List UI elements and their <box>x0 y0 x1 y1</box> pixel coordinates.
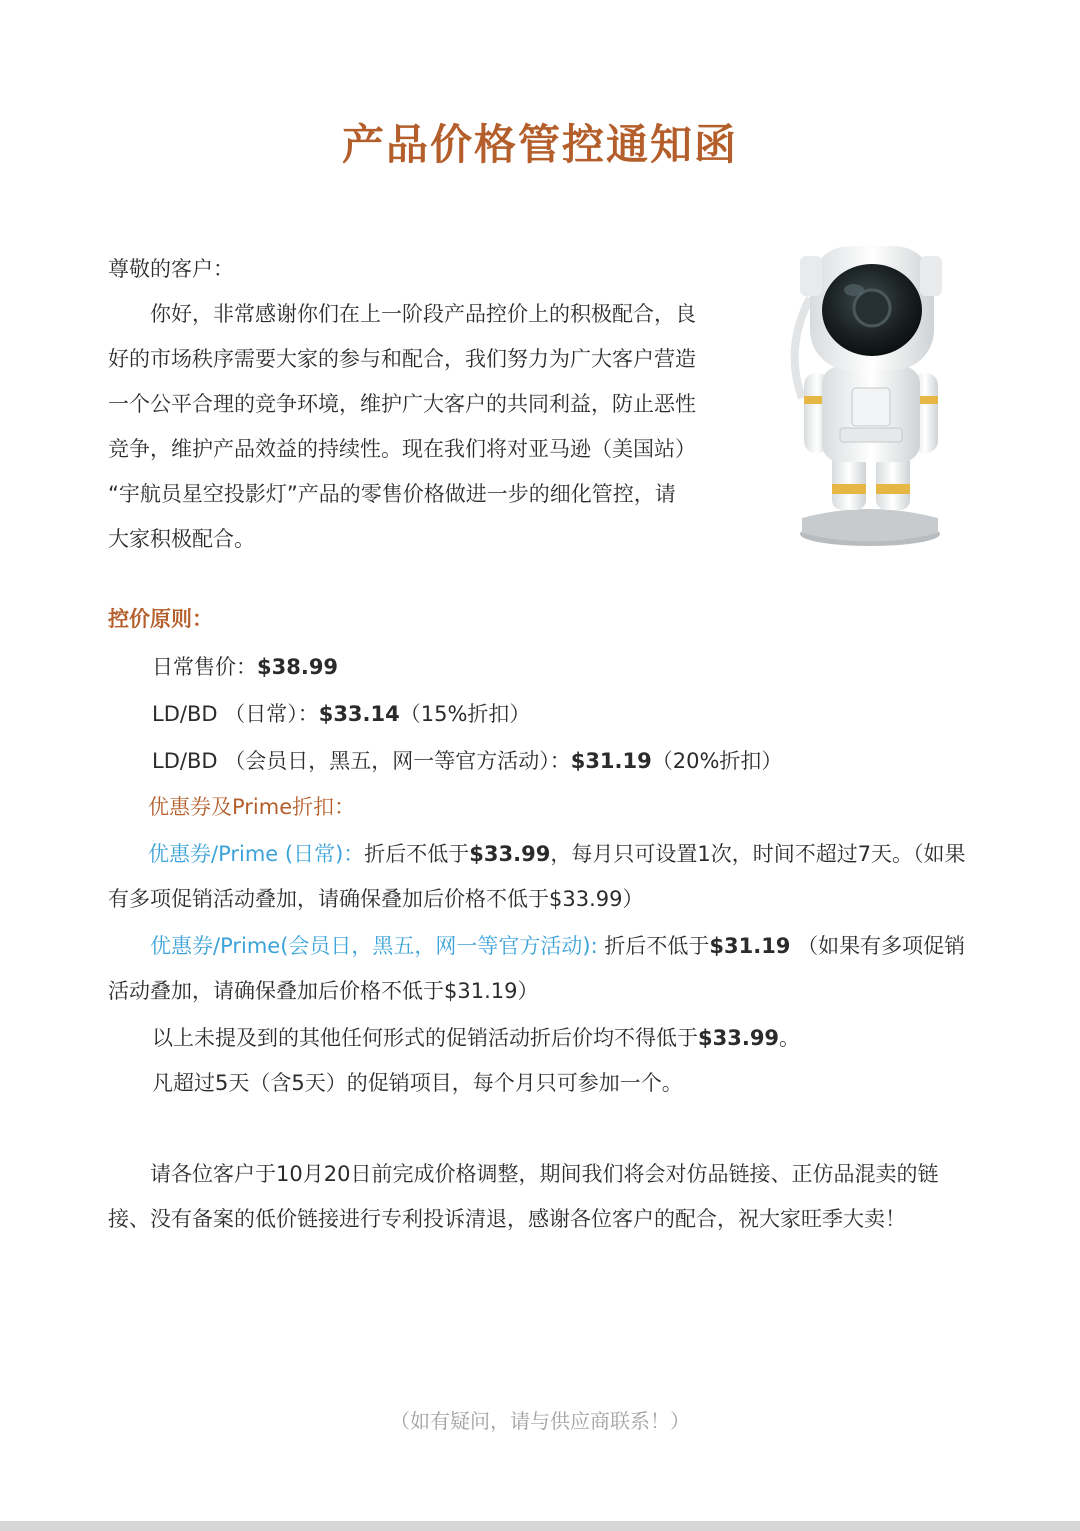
intro-line: 一个公平合理的竞争环境，维护广大客户的共同利益，防止恶性 <box>108 392 696 416</box>
other-rule-text: 以上未提及到的其他任何形式的促销活动折后价均不得低于 <box>152 1026 698 1050</box>
coupon-daily-label: 优惠券/Prime (日常)： <box>148 842 365 866</box>
ldbd-daily-price: $33.14 <box>318 702 400 726</box>
coupon-event-text-2: （如果有多项促销 <box>790 934 966 958</box>
page-title: 产品价格管控通知函 <box>341 120 738 169</box>
intro-line: 竞争，维护产品效益的持续性。现在我们将对亚马逊（美国站） <box>108 437 696 461</box>
footer-note: （如有疑问，请与供应商联系！） <box>390 1409 690 1433</box>
other-rule-end: 。 <box>779 1026 801 1050</box>
coupon-daily-line2: 有多项促销活动叠加，请确保叠加后价格不低于$33.99） <box>108 887 644 911</box>
coupon-heading: 优惠券及Prime折扣： <box>148 795 356 819</box>
coupon-event-text: 折后不低于 <box>597 934 710 958</box>
daily-price-rule <box>152 645 338 690</box>
daily-price-value: $38.99 <box>257 655 339 679</box>
coupon-daily-text-2: ，每月只可设置1次，时间不超过7天。（如果 <box>550 842 966 866</box>
principles-heading: 控价原则： <box>108 607 213 631</box>
ldbd-event-note: （20%折扣） <box>651 749 783 773</box>
ldbd-event-price: $31.19 <box>570 749 652 773</box>
coupon-daily-text: 折后不低于 <box>364 842 470 866</box>
intro-line: 你好，非常感谢你们在上一阶段产品控价上的积极配合，良 <box>150 302 696 326</box>
ldbd-daily-label: LD/BD （日常）： <box>152 702 319 726</box>
ldbd-event-rule <box>152 739 782 784</box>
bottom-divider <box>0 1521 1080 1531</box>
intro-line: “宇航员星空投影灯”产品的零售价格做进一步的细化管控，请 <box>108 482 676 506</box>
coupon-event-line2: 活动叠加，请确保叠加后价格不低于$31.19） <box>108 979 539 1003</box>
daily-price-label: 日常售价： <box>152 655 257 679</box>
coupon-event-price: $31.19 <box>709 934 791 958</box>
coupon-event-label: 优惠券/Prime(会员日，黑五，网一等官方活动): <box>150 934 598 958</box>
ldbd-event-label: LD/BD （会员日，黑五，网一等官方活动）： <box>152 749 571 773</box>
coupon-event-rule <box>150 924 965 969</box>
limit-rule: 凡超过5天（含5天）的促销项目，每个月只可参加一个。 <box>152 1071 683 1095</box>
closing-line: 接、没有备案的低价链接进行专利投诉清退，感谢各位客户的配合，祝大家旺季大卖！ <box>108 1207 906 1231</box>
ldbd-daily-note: （15%折扣） <box>399 702 531 726</box>
astronaut-projector-image <box>770 238 970 553</box>
intro-line: 好的市场秩序需要大家的参与和配合，我们努力为广大客户营造 <box>108 347 696 371</box>
other-rule-price: $33.99 <box>698 1026 780 1050</box>
intro-line: 大家积极配合。 <box>108 527 255 551</box>
ldbd-daily-rule <box>152 692 530 737</box>
other-rule <box>152 1016 800 1061</box>
coupon-daily-rule <box>148 832 966 877</box>
closing-line: 请各位客户于10月20日前完成价格调整，期间我们将会对仿品链接、正仿品混卖的链 <box>150 1162 939 1186</box>
greeting: 尊敬的客户： <box>108 257 234 281</box>
coupon-daily-price: $33.99 <box>469 842 551 866</box>
